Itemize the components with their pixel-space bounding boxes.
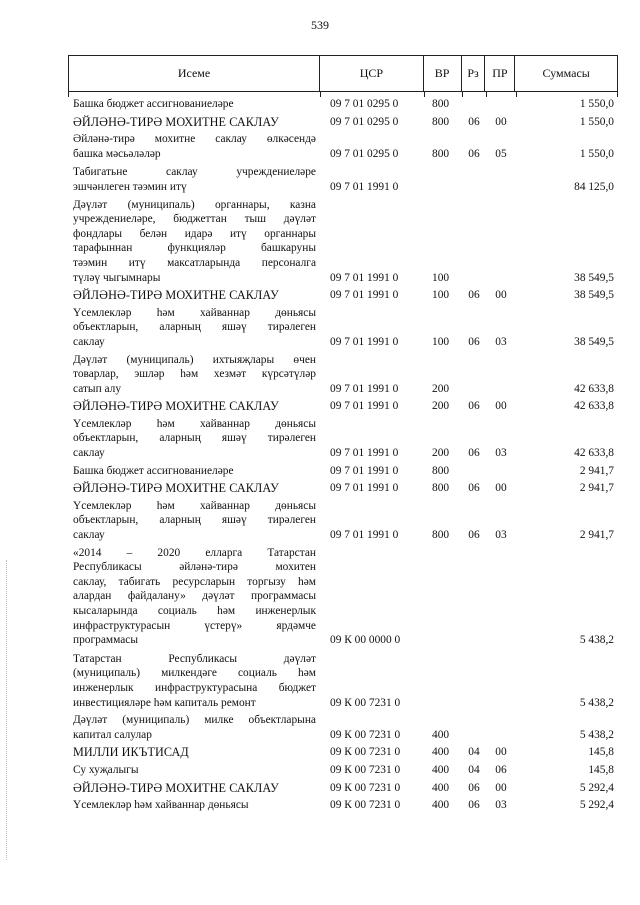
row-vr: 400 [432,799,450,812]
table-row [68,652,618,710]
table-row [68,399,618,414]
row-csr: 09 7 01 1991 0 [330,400,399,413]
row-rz: 06 [468,115,480,128]
row-name-line: Дәүләт (муниципаль) ихтыяҗлары өчен [73,353,316,366]
row-name-line: учреждениеләре, бюджеттан тыш дәүләт [73,213,316,226]
row-name-line: алардан файдалану» дәүләт программасы [73,590,316,603]
row-csr: 09 К 00 7231 0 [330,696,401,709]
row-name [68,481,320,496]
row-name [68,353,320,397]
row-name-line: Татарстан Республикасы дәүләт [73,652,316,665]
row-name-line: Үсемлекләр һәм хайваннар дөньясы [73,306,316,319]
row-csr: 09 К 00 0000 0 [330,634,401,647]
table-row [68,798,618,813]
table-row [68,464,618,479]
table-header [68,55,618,92]
row-csr: 09 7 01 1991 0 [330,464,399,477]
row-csr: 09 К 00 7231 0 [330,763,401,776]
row-name-line: саклау [73,447,105,460]
row-vr: 400 [432,728,450,741]
row-sum: 5 438,2 [579,696,614,709]
row-csr: 09 К 00 7231 0 [330,746,401,759]
table-row [68,353,618,397]
row-vr: 800 [432,529,450,542]
table-row [68,713,618,742]
row-csr: 09 7 01 1991 0 [330,335,399,348]
row-pr: 03 [495,529,507,542]
row-csr: 09 7 01 1991 0 [330,529,399,542]
table-row [68,97,618,112]
row-vr: 100 [432,289,450,302]
table-row [68,306,618,350]
row-name-line: эшчәнлеген тәэмин итү [73,180,187,193]
row-name-line: Әйләнә-тирә мохитне саклау өлкәсендә [73,133,316,146]
row-name [68,306,320,350]
row-rz: 04 [468,763,480,776]
row-pr: 00 [495,115,507,128]
table-row [68,165,618,194]
header-rz: Рз [462,56,486,91]
row-vr: 800 [432,98,450,110]
row-name-line: тәэмин итү максатларында персоналга [73,256,316,269]
row-csr: 09 К 00 7231 0 [330,728,401,741]
row-name-line: Су хуҗалыгы [73,763,139,776]
row-pr: 03 [495,335,507,348]
table-row [68,546,618,648]
row-name-line: тарафыннан функцияләр башкаруны [73,242,316,255]
row-csr: 09 7 01 1991 0 [330,289,399,302]
table-row [68,132,618,161]
row-name-line: инженерлык инфраструктурасына бюджет [73,681,316,694]
row-rz: 06 [468,447,480,460]
row-name-line: объектларын, аларның яшәү тирәлеген [73,514,316,527]
table-row [68,198,618,286]
row-pr: 00 [495,289,507,302]
budget-table [68,55,618,812]
row-csr: 09 7 01 1991 0 [330,382,399,395]
row-name-line: программасы [73,634,139,647]
row-vr: 800 [432,464,450,477]
row-rz: 06 [468,482,480,495]
row-name [68,464,320,479]
row-csr: 09 7 01 1991 0 [330,447,399,460]
row-vr: 200 [432,400,450,413]
row-pr: 00 [495,746,507,759]
row-name-line: Башка бюджет ассигнованиеләре [73,464,234,477]
row-name [68,198,320,286]
row-name-line: саклау [73,335,105,348]
row-name-line: инвестицияләре һәм капиталь ремонт [73,696,256,709]
row-name [68,417,320,461]
row-sum: 1 550,0 [579,115,614,128]
row-vr: 100 [432,335,450,348]
row-name-line: капитал салулар [73,728,152,741]
row-name-line: кысаларында социаль һәм инженерлык [73,605,316,617]
row-pr: 03 [495,799,507,812]
row-name-line: Үсемлекләр һәм хайваннар дөньясы [73,417,316,430]
row-pr: 00 [495,482,507,495]
row-rz: 06 [468,400,480,413]
row-vr: 800 [432,115,450,128]
row-sum: 1 550,0 [579,147,614,160]
row-sum: 145,8 [588,746,614,759]
row-name [68,399,320,414]
row-name [68,97,320,112]
row-name-line: ӘЙЛӘНӘ-ТИРӘ МОХИТНЕ САКЛАУ [73,780,279,795]
row-name [68,115,320,130]
row-rz: 06 [468,799,480,812]
margin-dots [6,560,8,860]
row-name-line: Башка бюджет ассигнованиеләре [73,98,234,110]
row-name-line: (муниципаль) милкендәге социаль һәм [73,667,316,680]
table-row [68,288,618,303]
row-name-line: объектларын, аларның яшәү тирәлеген [73,432,316,445]
row-pr: 03 [495,447,507,460]
row-csr: 09 7 01 1991 0 [330,180,399,193]
row-vr: 400 [432,781,450,794]
row-name [68,781,320,796]
row-name [68,745,320,760]
header-name: Исеме [69,56,320,91]
row-name-line: башка мәсьәләләр [73,147,161,160]
row-csr: 09 7 01 1991 0 [330,482,399,495]
row-pr: 00 [495,781,507,794]
header-csr: ЦСР [320,56,424,91]
header-pr: ПР [485,56,515,91]
row-vr: 800 [432,482,450,495]
row-name [68,763,320,778]
table-row [68,499,618,543]
row-rz: 06 [468,529,480,542]
row-name-line: ӘЙЛӘНӘ-ТИРӘ МОХИТНЕ САКЛАУ [73,288,279,303]
row-sum: 2 941,7 [579,529,614,542]
row-name-line: товарлар, эшләр һәм хезмәт күрсәтүләр [73,368,316,381]
row-sum: 5 438,2 [579,634,614,647]
row-rz: 06 [468,335,480,348]
row-name-line: инфраструктурасын үстерү» ярдәмче [73,619,316,632]
row-name [68,546,320,648]
row-pr: 06 [495,763,507,776]
row-name-line: Дәүләт (муниципаль) милке объектларына [73,714,316,727]
row-pr: 05 [495,147,507,160]
row-vr: 400 [432,746,450,759]
row-rz: 06 [468,289,480,302]
row-sum: 2 941,7 [579,464,614,477]
row-name [68,499,320,543]
row-sum: 5 292,4 [579,781,614,794]
row-name-line: объектларын, аларның яшәү тирәлеген [73,321,316,334]
row-vr: 200 [432,447,450,460]
row-name-line: саклау, табигать ресурсларын торгызу һәм [73,575,316,588]
row-name-line: сатып алу [73,382,122,395]
row-sum: 38 549,5 [574,289,614,302]
row-name-line: «2014 – 2020 елларга Татарстан [73,546,316,559]
row-name-line: Табигатьне саклау учреждениеләре [73,166,316,179]
row-vr: 100 [432,271,450,284]
row-sum: 84 125,0 [574,180,614,193]
table-row [68,763,618,778]
row-csr: 09 7 01 0295 0 [330,147,399,160]
row-name-line: Республикасы әйләнә-тирә мохитен [73,561,316,574]
header-sum: Суммасы [542,66,590,80]
row-csr: 09 К 00 7231 0 [330,781,401,794]
row-csr: 09 7 01 1991 0 [330,271,399,284]
row-vr: 400 [432,763,450,776]
row-csr: 09 7 01 0295 0 [330,115,399,128]
row-name-line: саклау [73,529,105,542]
row-rz: 04 [468,746,480,759]
row-name-line: МИЛЛИ ИКЪТИСАД [73,745,189,760]
row-name-line: ӘЙЛӘНӘ-ТИРӘ МОХИТНЕ САКЛАУ [73,481,279,496]
row-sum: 42 633,8 [574,400,614,413]
table-row [68,781,618,796]
table-body [68,95,618,813]
header-vr: ВР [424,56,462,91]
row-csr: 09 К 00 7231 0 [330,799,401,812]
row-name-line: Үсемлекләр һәм хайваннар дөньясы [73,499,316,512]
row-sum: 38 549,5 [574,271,614,284]
row-name [68,798,320,813]
row-pr: 00 [495,400,507,413]
row-name-line: Үсемлекләр һәм хайваннар дөньясы [73,799,249,812]
row-vr: 200 [432,382,450,395]
row-sum: 42 633,8 [574,447,614,460]
row-name [68,288,320,303]
table-row [68,417,618,461]
row-sum: 5 438,2 [579,728,614,741]
row-sum: 42 633,8 [574,382,614,395]
row-sum: 2 941,7 [579,482,614,495]
row-name [68,713,320,742]
row-rz: 06 [468,147,480,160]
row-name [68,132,320,161]
row-name-line: ӘЙЛӘНӘ-ТИРӘ МОХИТНЕ САКЛАУ [73,114,279,129]
row-csr: 09 7 01 0295 0 [330,98,399,110]
row-name [68,165,320,194]
table-row [68,481,618,496]
row-vr: 800 [432,147,450,160]
page-number: 539 [311,18,329,32]
table-row [68,115,618,130]
row-name-line: ӘЙЛӘНӘ-ТИРӘ МОХИТНЕ САКЛАУ [73,399,279,414]
table-row [68,745,618,760]
row-rz: 06 [468,781,480,794]
row-name-line: фондлары белән идарә итү органнары [73,227,316,240]
row-sum: 5 292,4 [579,799,614,812]
row-sum: 145,8 [588,763,614,776]
row-name-line: түләү чыгымнары [73,271,161,284]
row-sum: 1 550,0 [579,98,614,110]
row-name [68,652,320,710]
row-sum: 38 549,5 [574,335,614,348]
row-name-line: Дәүләт (муниципаль) органнары, казна [73,198,316,211]
